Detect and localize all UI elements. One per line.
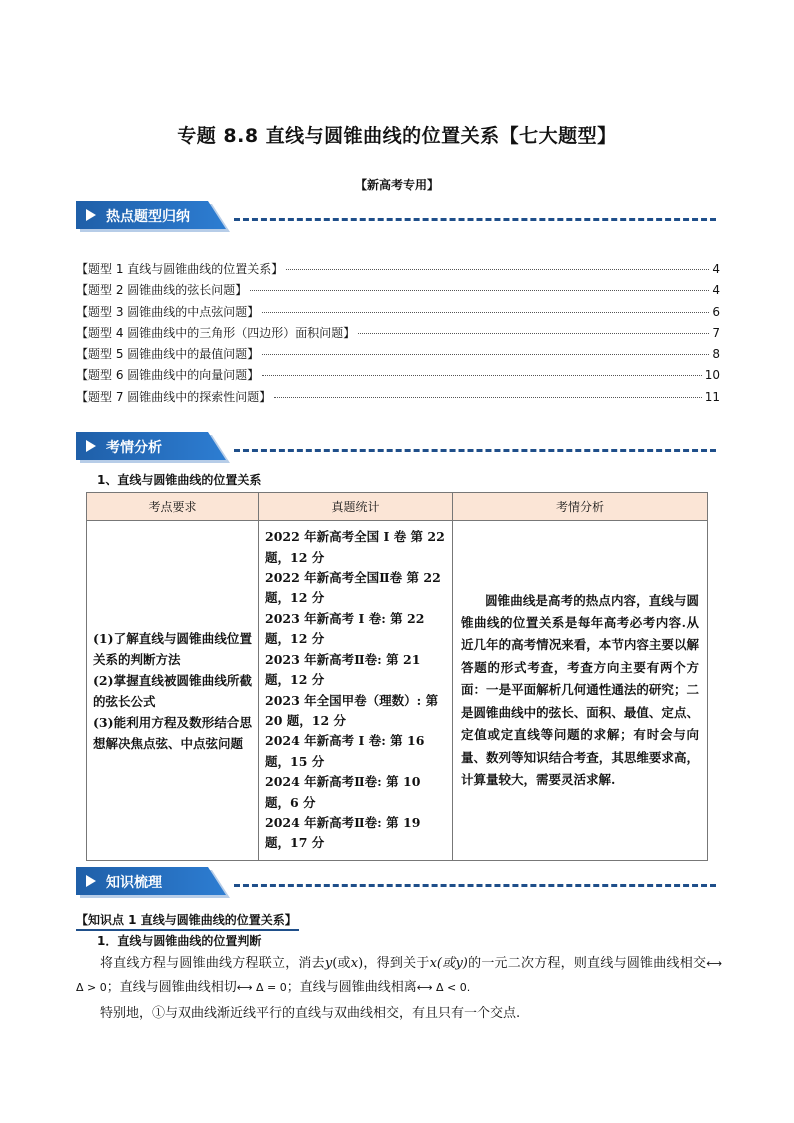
stat-item: 2023 年新高考 I 卷: 第 22 题，12 分 bbox=[265, 610, 425, 647]
knowledge-paragraph-special: 特别地，①与双曲线渐近线平行的直线与双曲线相交，有且只有一个交点. bbox=[100, 1006, 521, 1021]
stat-item: 2024 年新高考Ⅱ卷: 第 10 题，6 分 bbox=[265, 774, 421, 810]
page-title: 专题 8.8 直线与圆锥曲线的位置关系【七大题型】 bbox=[177, 125, 617, 147]
toc-item[interactable]: 【题型 7 圆锥曲线中的探索性问题】 11 bbox=[76, 389, 720, 404]
toc-item[interactable]: 【题型 2 圆锥曲线的弦长问题】 4 bbox=[76, 283, 720, 298]
stat-item: 2024 年新高考Ⅱ卷: 第 19 题，17 分 bbox=[265, 814, 421, 851]
toc-item[interactable]: 【题型 4 圆锥曲线中的三角形（四边形）面积问题】 7 bbox=[76, 325, 720, 340]
requirements-cell bbox=[87, 521, 259, 861]
analysis-cell bbox=[453, 521, 708, 861]
column-header: 考情分析 bbox=[453, 493, 708, 521]
banner-label: 考情分析 bbox=[106, 440, 162, 456]
knowledge-paragraph: 将直线方程与圆锥曲线方程联立，消去y(或x)，得到关于x(或y)的一元二次方程，则直线与圆锥曲线相交⟷ Δ > 0；直线与圆锥曲线相切⟷ Δ = 0；直线与圆锥曲线相离⟷ Δ < 0. bbox=[76, 956, 722, 995]
banner-exam-analysis bbox=[76, 432, 716, 462]
condition-delta-negative: ⟷ Δ < 0. bbox=[416, 981, 471, 994]
play-arrow-icon bbox=[86, 440, 96, 452]
banner-label: 知识梳理 bbox=[106, 875, 162, 891]
knowledge-point-label: 【知识点 1 直线与圆锥曲线的位置关系】 bbox=[76, 911, 299, 931]
column-header: 考点要求 bbox=[87, 493, 259, 521]
condition-delta-positive: ⟷ Δ > 0 bbox=[76, 957, 722, 994]
section-heading: 1、直线与圆锥曲线的位置关系 bbox=[97, 473, 262, 487]
column-header: 真题统计 bbox=[259, 493, 453, 521]
banner-knowledge bbox=[76, 867, 716, 897]
requirement-item: (2)掌握直线被圆锥曲线所截的弦长公式 bbox=[93, 672, 252, 709]
page-subtitle: 【新高考专用】 bbox=[354, 178, 439, 192]
toc-item[interactable]: 【题型 1 直线与圆锥曲线的位置关系】 4 bbox=[76, 262, 720, 276]
toc-item[interactable]: 【题型 5 圆锥曲线中的最值问题】 8 bbox=[76, 347, 720, 362]
analysis-text: 圆锥曲线是高考的热点内容，直线与圆锥曲线的位置关系是每年高考必考内容.从近几年的高考情况来看，本节内容主要以解答题的形式考查，考查方向主要有两个方面：一是平面解析几何通性通法的研究；二是圆锥曲线中的弦长、面积、最值、定点、定值或定直线等问题的求解；有时会与向量、数列等知识结合考查，其思维要求高，计算量较大，需要灵活求解. bbox=[461, 592, 699, 787]
dashed-divider bbox=[234, 884, 716, 887]
banner-label: 热点题型归纳 bbox=[106, 209, 190, 225]
table-row bbox=[87, 521, 708, 861]
table-header-row bbox=[87, 493, 708, 521]
knowledge-sub-heading: 1．直线与圆锥曲线的位置判断 bbox=[97, 934, 262, 948]
requirement-item: (3)能利用方程及数形结合思想解决焦点弦、中点弦问题 bbox=[93, 714, 252, 751]
stat-item: 2024 年新高考 I 卷: 第 16 题，15 分 bbox=[265, 733, 425, 769]
exam-analysis-table bbox=[86, 492, 708, 861]
dashed-divider bbox=[234, 218, 716, 221]
stat-item: 2023 年全国甲卷（理数）: 第 20 题，12 分 bbox=[265, 692, 439, 728]
play-arrow-icon bbox=[86, 209, 96, 221]
stat-item: 2022 年新高考全国Ⅱ卷 第 22 题，12 分 bbox=[265, 570, 441, 606]
dashed-divider bbox=[234, 449, 716, 452]
condition-delta-zero: ⟷ Δ = 0 bbox=[236, 981, 287, 994]
requirement-item: (1)了解直线与圆锥曲线位置关系的判断方法 bbox=[93, 630, 252, 667]
table-of-contents bbox=[76, 260, 720, 409]
stat-item: 2023 年新高考Ⅱ卷: 第 21 题，12 分 bbox=[265, 651, 421, 688]
toc-item[interactable]: 【题型 3 圆锥曲线的中点弦问题】 6 bbox=[76, 304, 720, 319]
toc-item[interactable]: 【题型 6 圆锥曲线中的向量问题】 10 bbox=[76, 368, 720, 383]
stats-cell bbox=[259, 521, 453, 861]
stat-item: 2022 年新高考全国 I 卷 第 22 题，12 分 bbox=[265, 529, 445, 565]
play-arrow-icon bbox=[86, 875, 96, 887]
banner-hot-types bbox=[76, 201, 716, 231]
